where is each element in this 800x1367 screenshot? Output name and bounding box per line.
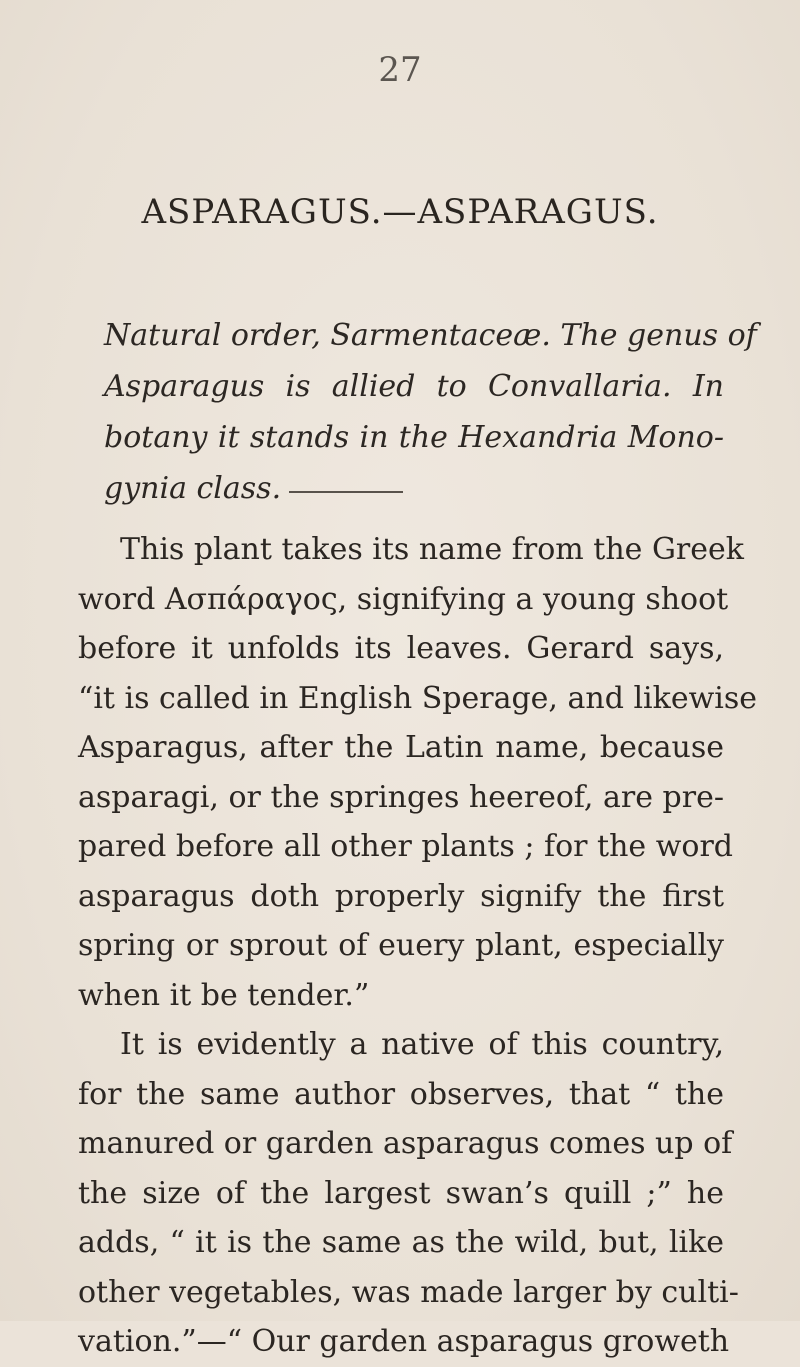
body-line: This plant takes its name from the Greek xyxy=(120,532,744,567)
intro-paragraph xyxy=(104,310,757,514)
body-line: other vegetables, was made larger by culti- xyxy=(78,1274,739,1310)
section-divider xyxy=(289,491,403,493)
intro-line: Natural order, Sarmentaceæ. The genus of xyxy=(104,318,757,353)
body-line: manured or garden asparagus comes up of xyxy=(78,1126,733,1161)
body-line: before it unfolds its leaves. Gerard says, xyxy=(78,631,724,666)
body-line: spring or sprout of euery plant, especially xyxy=(78,928,724,963)
body-line: the size of the largest swan’s quill ;” he xyxy=(78,1175,724,1211)
body-line: for the same author observes, that “ the xyxy=(78,1076,724,1112)
intro-line: gynia class. xyxy=(104,471,282,506)
body-line: word Ασπάραγος, signifying a young shoot xyxy=(78,581,729,617)
page-title: ASPARAGUS.—ASPARAGUS. xyxy=(141,192,659,232)
body-line: asparagi, or the springes heereof, are pre- xyxy=(78,779,724,815)
body-line: vation.”—“ Our garden asparagus groweth xyxy=(78,1324,730,1359)
body-line: Asparagus, after the Latin name, because xyxy=(78,730,724,765)
body-line: when it be tender.” xyxy=(78,977,370,1013)
body-paragraphs xyxy=(78,525,757,1367)
body-line: adds, “ it is the same as the wild, but, like xyxy=(78,1225,724,1260)
body-line: “it is called in English Sperage, and likewise xyxy=(78,680,757,716)
intro-line: Asparagus is allied to Convallaria. In xyxy=(104,369,724,404)
body-line: asparagus doth properly signify the first xyxy=(78,878,724,914)
body-line: It is evidently a native of this country, xyxy=(120,1027,724,1062)
body-line: pared before all other plants ; for the word xyxy=(78,829,733,864)
page-number: 27 xyxy=(378,50,422,90)
intro-line: botany it stands in the Hexandria Mono- xyxy=(104,420,724,455)
